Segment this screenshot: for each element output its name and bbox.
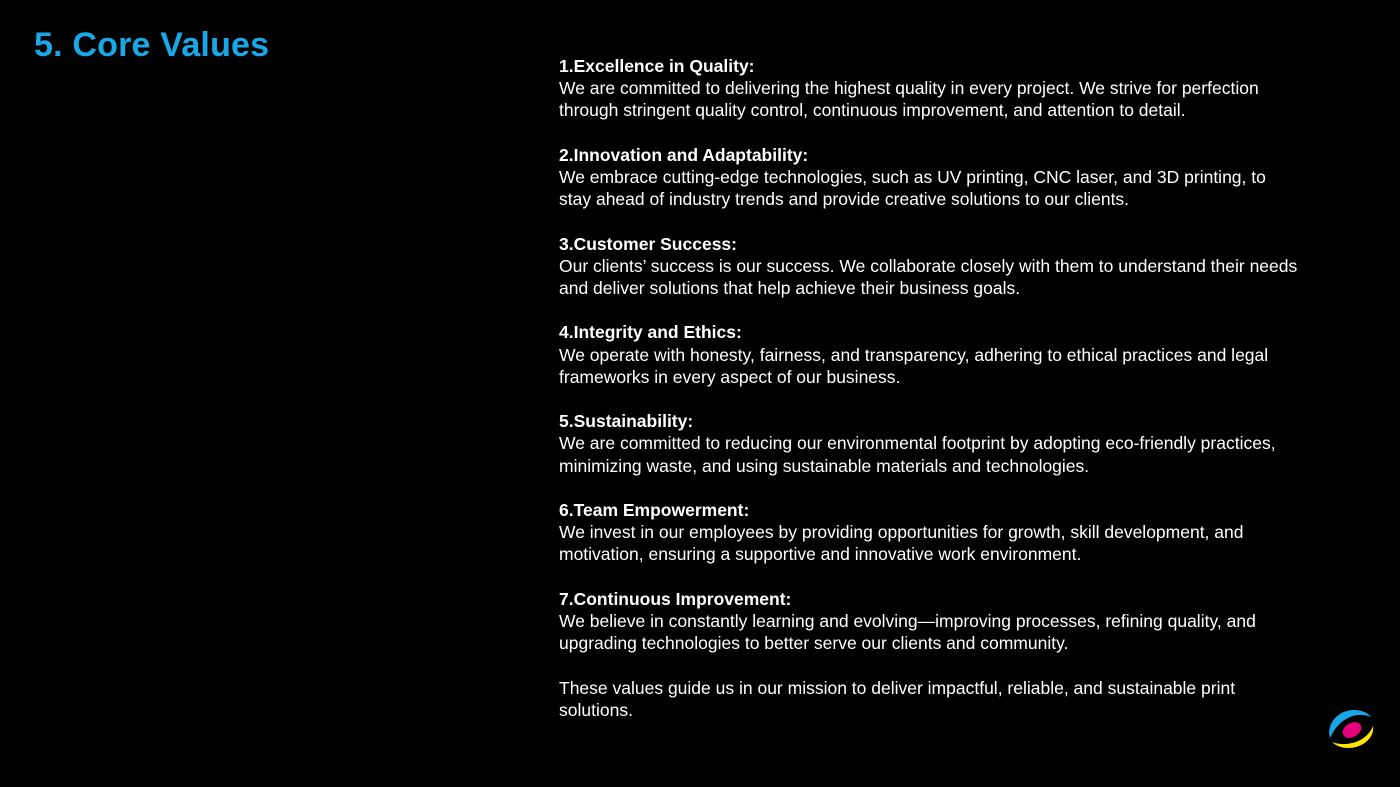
value-description: We embrace cutting-edge technologies, such as UV printing, CNC laser, and 3D printing, to stay ahead of industry trends and provide creative solutions to our clients.	[559, 167, 1266, 210]
closing-statement: These values guide us in our mission to deliver impactful, reliable, and sustainable print solutions.	[559, 677, 1236, 720]
value-description: We operate with honesty, fairness, and transparency, adhering to ethical practices and legal frameworks in every aspect of our business.	[559, 344, 1269, 387]
value-heading: 2.Innovation and Adaptability:	[559, 144, 809, 165]
value-item-quality	[559, 55, 1299, 122]
value-heading: 4.Integrity and Ethics:	[559, 322, 742, 343]
core-values-list	[559, 55, 1299, 721]
value-heading: 6.Team Empowerment:	[559, 499, 750, 520]
page-title: 5. Core Values	[34, 26, 270, 64]
value-heading: 7.Continuous Improvement:	[559, 588, 792, 609]
value-description: We invest in our employees by providing opportunities for growth, skill development, and motivation, ensuring a supportive and innovative work environment.	[559, 522, 1244, 565]
value-item-customer-success	[559, 233, 1299, 300]
value-description: We are committed to reducing our environmental footprint by adopting eco-friendly practices, minimizing waste, and using sustainable materials and technologies.	[559, 433, 1276, 476]
value-heading: 3.Customer Success:	[559, 233, 737, 254]
value-item-continuous-improvement	[559, 588, 1299, 655]
value-heading: 1.Excellence in Quality:	[559, 56, 755, 76]
value-item-innovation	[559, 144, 1299, 211]
value-item-team-empowerment	[559, 499, 1299, 566]
value-item-integrity	[559, 321, 1299, 388]
value-description: We believe in constantly learning and evolving—improving processes, refining quality, and upgrading technologies to better serve our clients and community.	[559, 610, 1256, 654]
brand-logo-icon	[1324, 704, 1376, 754]
value-item-sustainability	[559, 410, 1299, 477]
value-description: We are committed to delivering the highest quality in every project. We strive for perfection through stringent quality control, continuous improvement, and attention to detail.	[559, 78, 1259, 121]
value-description: Our clients’ success is our success. We collaborate closely with them to understand their needs and deliver solutions that help achieve their business goals.	[559, 255, 1298, 298]
value-heading: 5.Sustainability:	[559, 411, 694, 432]
